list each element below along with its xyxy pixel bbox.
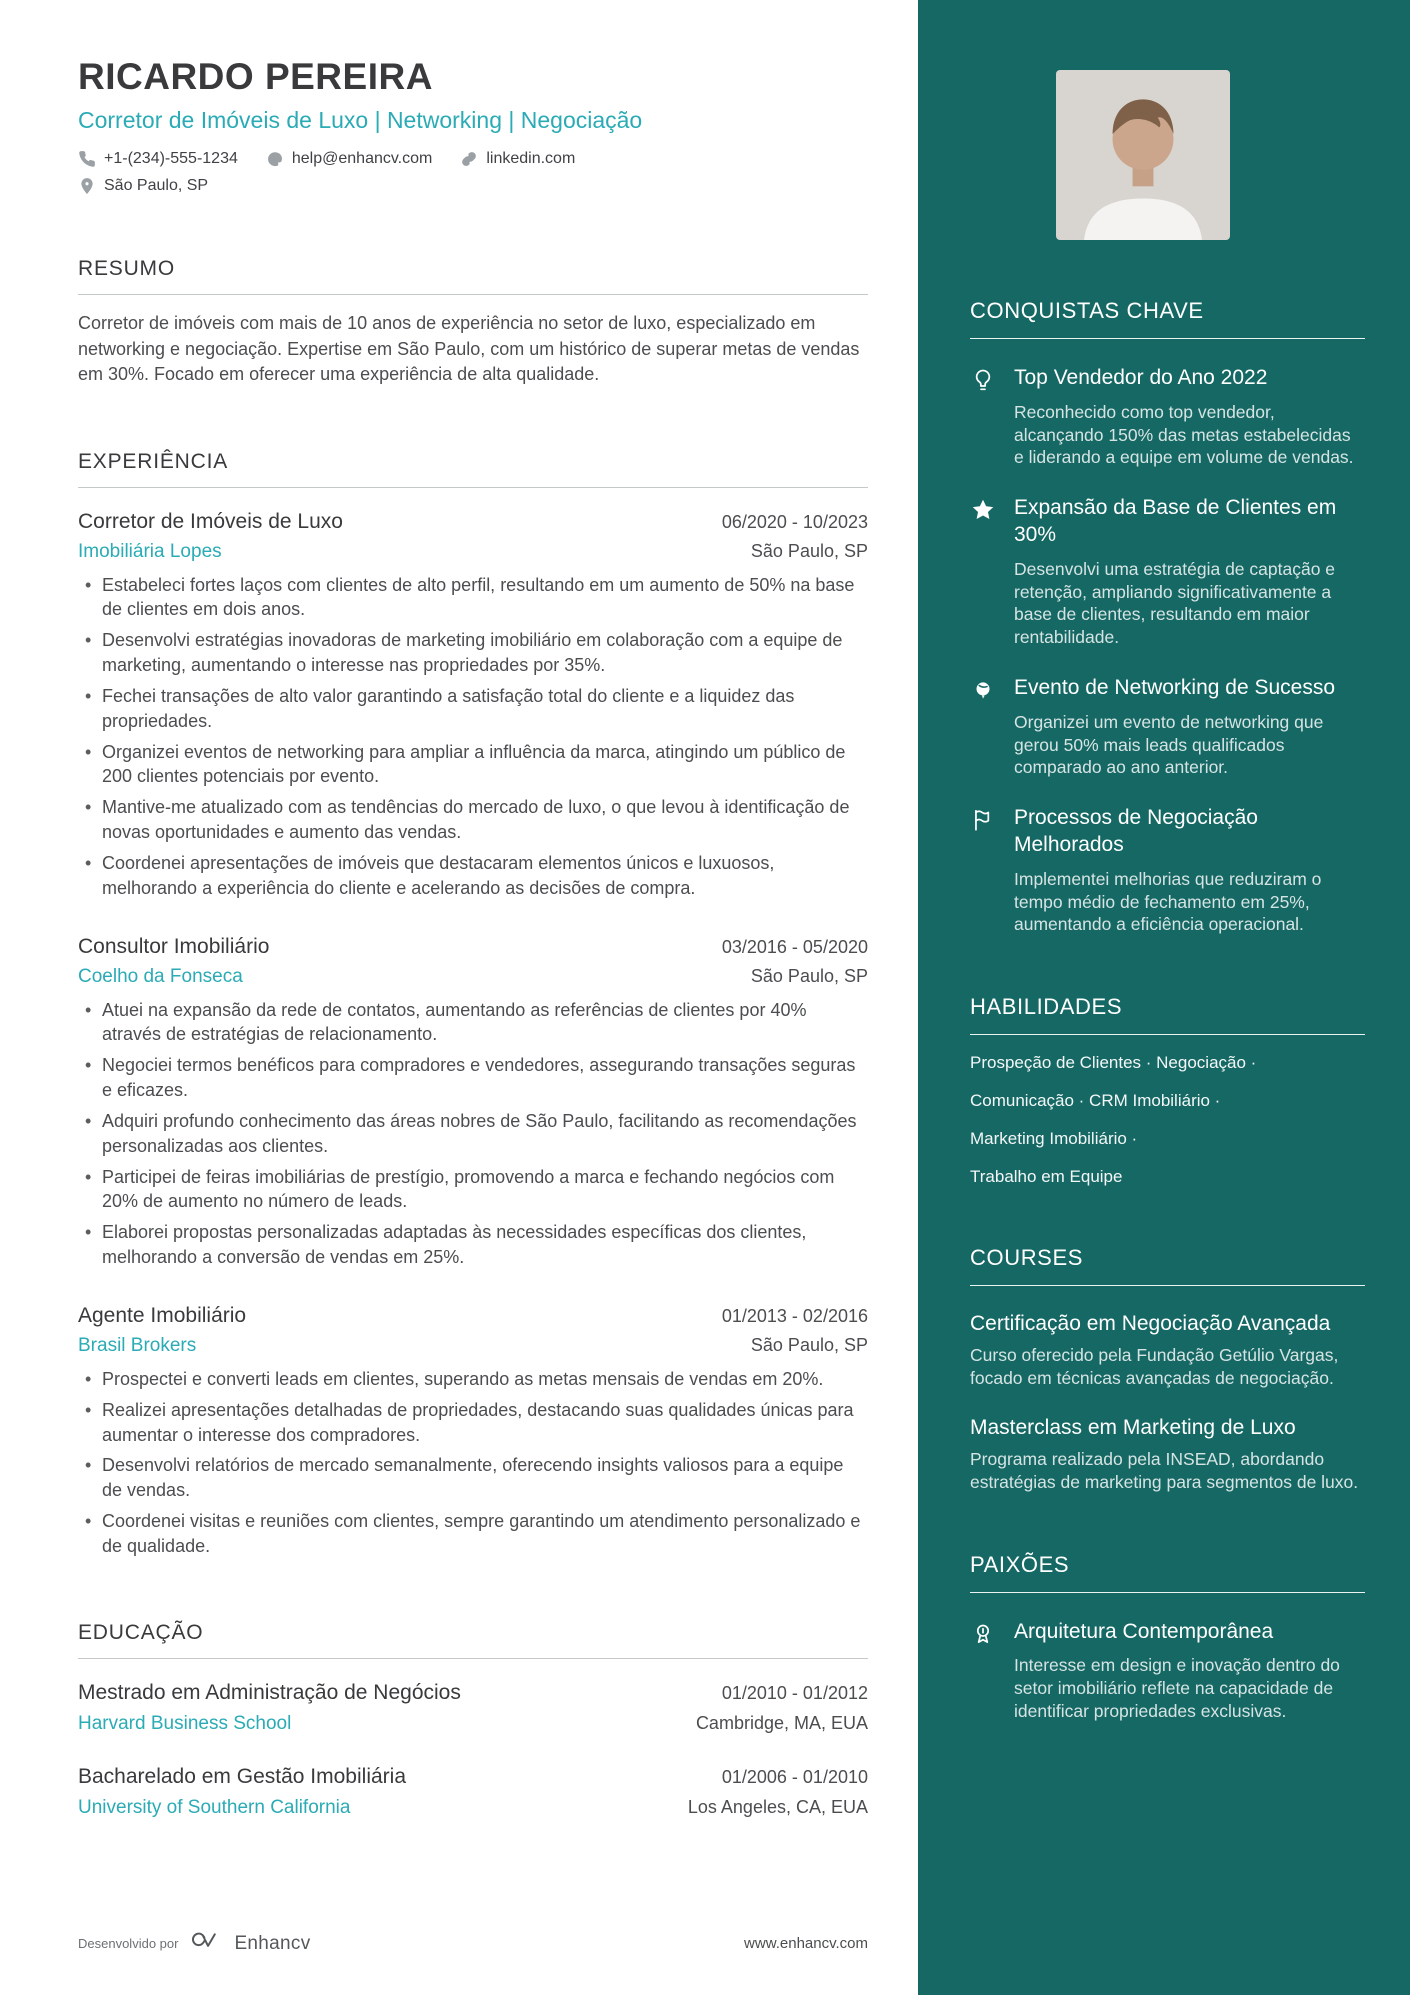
phone-icon [78,150,96,168]
location-contact [78,177,208,195]
achievement-title: Expansão da Base de Clientes em 30% [1014,496,1337,546]
header [78,56,868,195]
sidebar [918,0,1410,1995]
link-icon [460,150,478,168]
job-entry [78,935,868,1270]
brand-name: Enhancv [234,1932,311,1954]
job-company: Imobiliária Lopes [78,540,222,562]
powered-by-text: Desenvolvido por [78,1936,179,1951]
skill-line: Prospeção de Clientes · Negociação · [970,1053,1257,1072]
star-icon [970,495,997,649]
school-name: University of Southern California [78,1796,351,1818]
job-title: Agente Imobiliário [78,1303,247,1327]
achievement-desc: Reconhecido como top vendedor, alcançando 150% das metas estabelecidas e liderando a equipe em volume de vendas. [1014,401,1354,468]
achievement-item [970,495,1365,649]
person-name: RICARDO PEREIRA [78,56,433,97]
at-icon [266,150,284,168]
bullet-item: • Estabeleci fortes laços com clientes de alto perfil, resultando em um aumento de 50% na base de clientes em dois anos. [78,573,868,623]
bullet-item: • Fechei transações de alto valor garantindo a satisfação total do cliente e a liquidez das propriedades. [78,684,868,734]
paixoes-heading: PAIXÕES [970,1552,1365,1593]
bullet-item: • Mantive-me atualizado com as tendências do mercado de luxo, o que levou à identificação de novas oportunidades e aumento das vendas. [78,795,868,845]
course-item [970,1414,1365,1494]
website-link[interactable]: www.enhancv.com [744,1935,868,1952]
page-footer [78,1930,868,1957]
course-item [970,1310,1365,1390]
job-entry [78,1304,868,1559]
medal-icon [970,1619,997,1723]
section-resumo [78,257,868,388]
course-desc: Curso oferecido pela Fundação Getúlio Vargas, focado em técnicas avançadas de negociação. [970,1345,1339,1389]
job-bullets [78,998,868,1270]
section-habilidades [970,994,1365,1187]
edu-location: Cambridge, MA, EUA [695,1712,868,1733]
email-address[interactable]: help@enhancv.com [291,150,433,167]
skill-line: Comunicação · CRM Imobiliário · [970,1091,1221,1110]
degree-title: Bacharelado em Gestão Imobiliária [78,1764,407,1788]
course-title: Certificação em Negociação Avançada [970,1312,1331,1335]
course-title: Masterclass em Marketing de Luxo [970,1415,1296,1439]
school-name: Harvard Business School [78,1712,292,1734]
job-bullets [78,573,868,901]
section-educacao [78,1621,868,1819]
email-contact[interactable] [266,150,432,168]
passion-desc: Interesse em design e inovação dentro do setor imobiliário reflete na capacidade de identificar propriedades exclusivas. [1014,1655,1340,1721]
course-desc: Programa realizado pela INSEAD, abordando estratégias de marketing para segmentos de luxo. [970,1449,1359,1492]
achievement-item [970,675,1365,779]
education-entry [78,1681,868,1735]
passion-title: Arquitetura Contemporânea [1014,1619,1274,1643]
linkedin-contact[interactable] [460,150,575,168]
job-location: São Paulo, SP [750,965,868,986]
job-dates: 01/2013 - 02/2016 [721,1305,868,1326]
section-paixoes [970,1552,1365,1723]
skill-line: Trabalho em Equipe [970,1167,1123,1186]
section-courses [970,1245,1365,1494]
achievement-title: Evento de Networking de Sucesso [1014,675,1336,699]
habilidades-heading: HABILIDADES [970,994,1365,1035]
job-company: Brasil Brokers [78,1334,197,1356]
job-bullets [78,1367,868,1559]
degree-title: Mestrado em Administração de Negócios [78,1680,461,1704]
courses-heading: COURSES [970,1245,1365,1286]
bullet-item: • Prospectei e converti leads em clientes, superando as metas mensais de vendas em 20%. [78,1367,868,1392]
achievement-desc: Organizei um evento de networking que gerou 50% mais leads qualificados comparado ao ano anterior. [1014,711,1324,778]
location-text: São Paulo, SP [104,177,209,194]
bullet-item: • Realizei apresentações detalhadas de propriedades, destacando suas qualidades únicas para aumentar o interesse dos compradores. [78,1398,868,1448]
achievement-item [970,805,1365,936]
edu-location: Los Angeles, CA, EUA [687,1796,868,1817]
job-location: São Paulo, SP [750,1334,868,1355]
bullet-item: • Coordenei apresentações de imóveis que destacaram elementos únicos e luxuosos, melhorando a experiência do cliente e acelerando as decisões de compra. [78,851,868,901]
bullet-item: • Negociei termos benéficos para compradores e vendedores, assegurando transações seguras e eficazes. [78,1053,868,1103]
bullet-item: • Participei de feiras imobiliárias de prestígio, promovendo a marca e fechando negócios com 20% de aumento no número de leads. [78,1165,868,1215]
job-dates: 06/2020 - 10/2023 [721,511,868,532]
job-dates: 03/2016 - 05/2020 [721,936,868,957]
passion-item [970,1619,1365,1723]
bullet-item: • Atuei na expansão da rede de contatos, aumentando as referências de clientes por 40% através de estratégias de relacionamento. [78,998,868,1048]
edu-dates: 01/2006 - 01/2010 [721,1766,868,1787]
job-title: Corretor de Imóveis de Luxo [78,509,343,533]
person-icon [970,675,997,779]
bullet-item: • Coordenei visitas e reuniões com clientes, sempre garantindo um atendimento personalizado e de qualidade. [78,1509,868,1559]
experiencia-heading: EXPERIÊNCIA [78,450,868,488]
section-experiencia [78,450,868,1559]
location-pin-icon [78,177,96,195]
job-location: São Paulo, SP [750,540,868,561]
flag-icon [970,805,997,936]
profile-photo [1056,70,1230,240]
skill-line: Marketing Imobiliário · [970,1129,1138,1148]
conquistas-heading: CONQUISTAS CHAVE [970,298,1365,339]
achievement-title: Processos de Negociação Melhorados [1014,806,1258,856]
education-entry [78,1765,868,1819]
resumo-text: Corretor de imóveis com mais de 10 anos de experiência no setor de luxo, especializado em networking e negociação. Expertise em São Paulo, com um histórico de superar metas de vendas em 30%. Focado em oferecer uma experiência de alta qualidade. [78,313,860,385]
job-company: Coelho da Fonseca [78,965,243,987]
job-title: Consultor Imobiliário [78,934,270,958]
bullet-item: • Desenvolvi relatórios de mercado semanalmente, oferecendo insights valiosos para a equipe de vendas. [78,1453,868,1503]
achievement-desc: Implementei melhorias que reduziram o tempo médio de fechamento em 25%, aumentando a eficiência operacional. [1014,868,1322,935]
linkedin-url[interactable]: linkedin.com [486,150,576,167]
section-conquistas [970,298,1365,936]
enhancv-logo-icon [188,1930,224,1957]
job-entry [78,510,868,901]
lightbulb-icon [970,365,997,469]
bullet-item: • Adquiri profundo conhecimento das áreas nobres de São Paulo, facilitando as recomendações personalizadas aos clientes. [78,1109,868,1159]
bullet-item: • Elaborei propostas personalizadas adaptadas às necessidades específicas dos clientes, melhorando a conversão de vendas em 25%. [78,1220,868,1270]
headline: Corretor de Imóveis de Luxo | Networking | Negociação [78,107,643,133]
achievement-desc: Desenvolvi uma estratégia de captação e retenção, ampliando significativamente a base de clientes, resultando em maior rentabilidade. [1014,558,1336,648]
bullet-item: • Organizei eventos de networking para ampliar a influência da marca, atingindo um público de 200 clientes potenciais por evento. [78,740,868,790]
bullet-item: • Desenvolvi estratégias inovadoras de marketing imobiliário em colaboração com a equipe de marketing, aumentando o interesse nas propriedades por 35%. [78,628,868,678]
edu-dates: 01/2010 - 01/2012 [721,1682,868,1703]
resumo-heading: RESUMO [78,257,868,295]
achievement-title: Top Vendedor do Ano 2022 [1014,366,1268,389]
contact-info [78,150,868,195]
educacao-heading: EDUCAÇÃO [78,1621,868,1659]
phone-number: +1-(234)-555-1234 [104,150,238,167]
achievement-item [970,365,1365,469]
phone-contact [78,150,238,168]
